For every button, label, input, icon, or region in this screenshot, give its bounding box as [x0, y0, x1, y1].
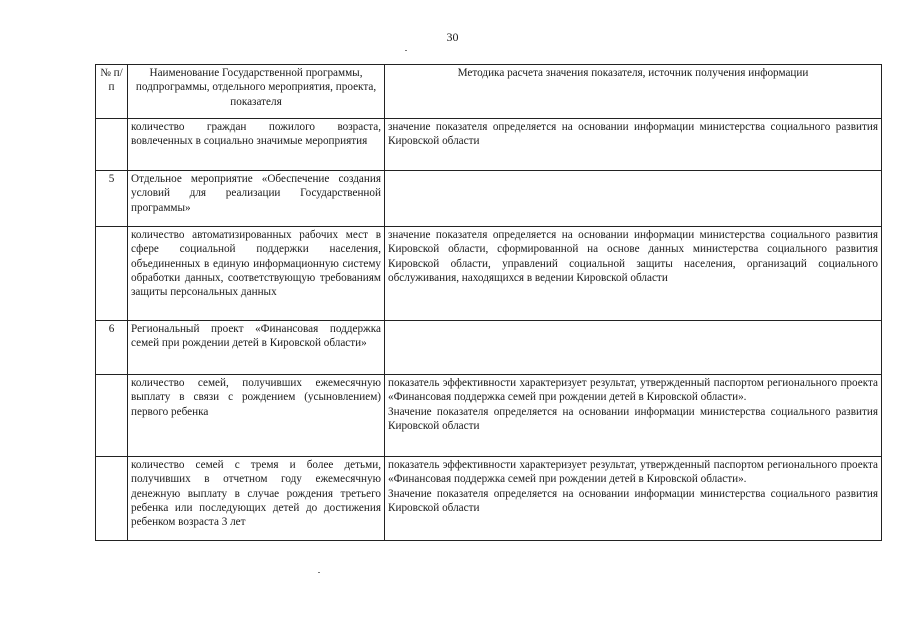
- row-name: Отдельное мероприятие «Обеспечение создания условий для реализации Государственной программы»: [128, 171, 385, 227]
- row-method: [385, 119, 882, 171]
- row-num: [96, 375, 128, 457]
- row-num: 6: [96, 321, 128, 375]
- method-paragraph: Значение показателя определяется на основании информации министерства социального развития Кировской области: [388, 487, 878, 514]
- method-paragraph: показатель эффективности характеризует результат, утвержденный паспортом регионального проекта «Финансовая поддержка семей при рождении детей в Кировской области».: [388, 377, 878, 404]
- row-name: количество автоматизированных рабочих мест в сфере социальной поддержки населения, объединенных в единую информационную систему обработки данных, соответствующую требованиям защиты персональных данных: [128, 227, 385, 321]
- header-method: Методика расчета значения показателя, источник получения информации: [385, 65, 882, 119]
- method-paragraph: Значение показателя определяется на основании информации министерства социального развития Кировской области: [388, 405, 878, 432]
- page-number: 30: [446, 30, 459, 44]
- method-paragraph: показатель эффективности характеризует результат, утвержденный паспортом регионального проекта «Финансовая поддержка семей при рождении детей в Кировской области».: [388, 459, 878, 486]
- row-name: количество семей с тремя и более детьми, получивших в отчетном году ежемесячную денежную выплату в случае рождения третьего ребенка или последующих детей до достижения ребенком возраста 3 лет: [128, 457, 385, 541]
- method-paragraph: значение показателя определяется на основании информации министерства социального развития Кировской области, сформированной на основе данных министерства социального развития Кировской области, управлений социальной защиты населения, организаций социального обслуживания, находящихся в ведении Кировской области: [388, 229, 878, 284]
- method-paragraph: значение показателя определяется на основании информации министерства социального развития Кировской области: [388, 121, 878, 148]
- table-row: [96, 375, 882, 457]
- table-row: [96, 457, 882, 541]
- row-method: [385, 171, 882, 227]
- row-num: 5: [96, 171, 128, 227]
- row-name: количество граждан пожилого возраста, вовлеченных в социально значимые мероприятия: [128, 119, 385, 171]
- scan-speck: [318, 572, 320, 573]
- table-row: [96, 119, 882, 171]
- header-num: № п/п: [96, 65, 128, 119]
- scan-speck: [405, 50, 407, 51]
- row-name: Региональный проект «Финансовая поддержка семей при рождении детей в Кировской области»: [128, 321, 385, 375]
- row-name: количество семей, получивших ежемесячную выплату в связи с рождением (усыновлением) первого ребенка: [128, 375, 385, 457]
- indicators-table: [95, 64, 882, 541]
- row-method: [385, 321, 882, 375]
- row-method: [385, 227, 882, 321]
- row-num: [96, 457, 128, 541]
- table-row: [96, 321, 882, 375]
- row-num: [96, 119, 128, 171]
- table-row: [96, 171, 882, 227]
- header-name: Наименование Государственной программы, подпрограммы, отдельного мероприятия, проекта, показателя: [128, 65, 385, 119]
- table-row: [96, 227, 882, 321]
- row-method: [385, 457, 882, 541]
- row-method: [385, 375, 882, 457]
- row-num: [96, 227, 128, 321]
- table-header-row: [96, 65, 882, 119]
